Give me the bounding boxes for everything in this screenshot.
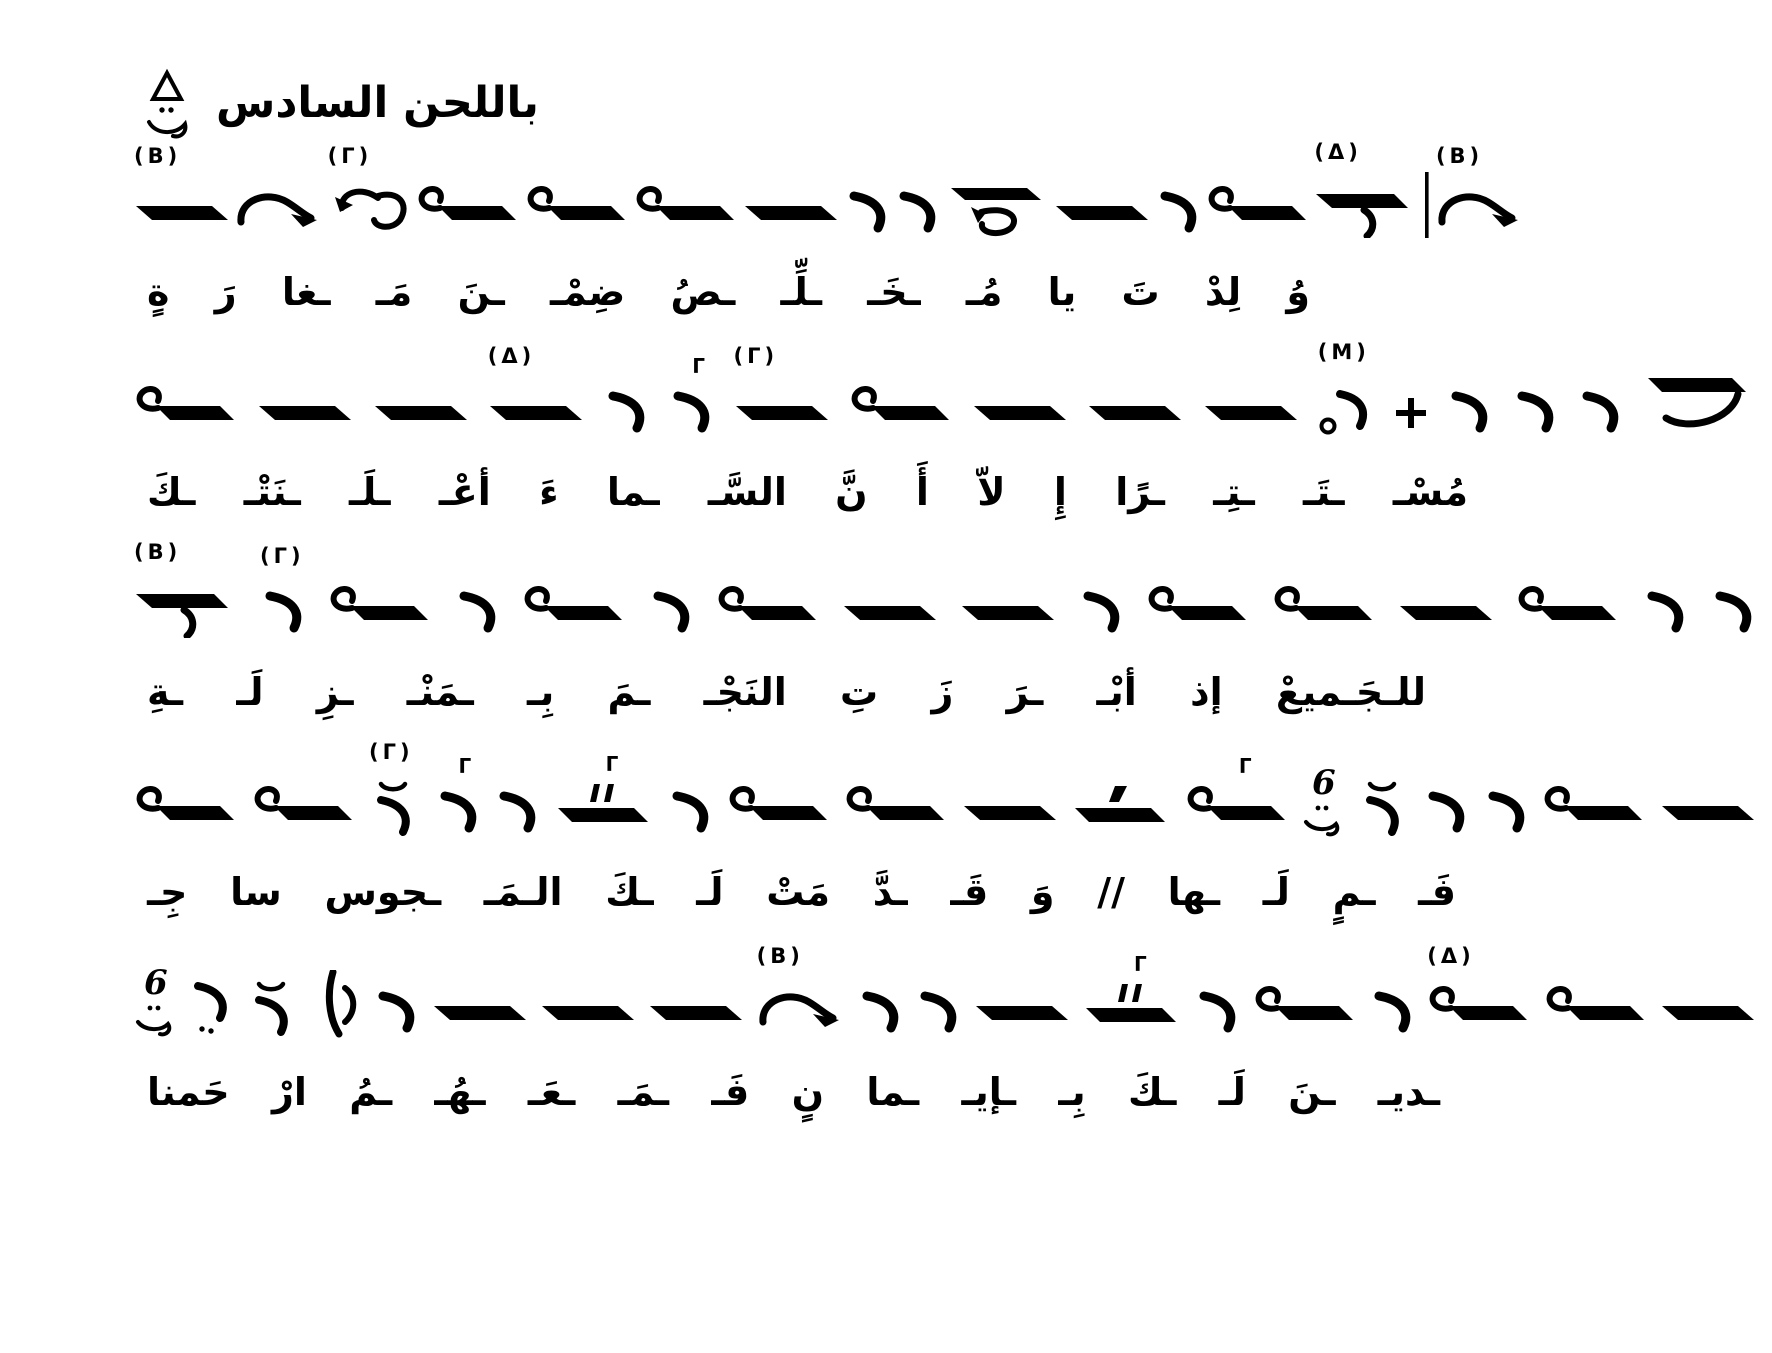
lyric-syllable: ـخَـ	[867, 270, 921, 314]
lyric-syllable: ضِمْـ	[550, 270, 626, 314]
ison-tail-neume	[1640, 364, 1758, 438]
ison-neume	[255, 380, 355, 438]
title-row	[144, 62, 1758, 144]
apostrophos-dots-neume	[186, 974, 236, 1038]
apostrophos-neume	[913, 980, 963, 1038]
ison-neume	[840, 580, 940, 638]
petasti-ison-neume	[132, 380, 240, 438]
lyric-syllable: نَّ	[835, 470, 868, 514]
ison-neume	[1396, 580, 1496, 638]
lyric-syllable: ـتِـ	[1213, 470, 1255, 514]
martyria-label: (Β)	[134, 540, 182, 564]
martyria-label: (Μ)	[1317, 340, 1370, 364]
apostrophos-neume	[1421, 780, 1471, 838]
notation-line-4	[132, 740, 1758, 838]
apostrophos-neume	[1575, 380, 1625, 438]
petasti-ison-neume	[1270, 580, 1378, 638]
petasti-ison-neume	[523, 180, 631, 238]
ison-diples-neume	[1080, 952, 1184, 1038]
lyric-syllable: ـمُ	[349, 1070, 393, 1114]
lygisma-neume	[326, 144, 414, 238]
petasti-neume	[233, 180, 325, 238]
apostrophos-neume	[1153, 180, 1203, 238]
lyric-syllable: السَّـ	[707, 470, 787, 514]
ison-kentima-neume	[1069, 778, 1173, 838]
lyric-syllable: ـهُـ	[434, 1070, 486, 1114]
page-title: باللحن السادس	[216, 78, 539, 128]
lyric-syllable: لَـ	[1262, 870, 1290, 914]
petasti-ison-neume	[1425, 944, 1533, 1038]
lyric-syllable: إذ	[1190, 670, 1223, 714]
lyric-syllable: ـزِ	[316, 670, 354, 714]
lyric-syllable: حَمنا	[147, 1070, 230, 1114]
lyric-syllable: وَ	[1030, 870, 1055, 914]
gorgon-mark: Γ	[692, 354, 705, 378]
lyric-syllable: مَتْ	[766, 870, 830, 914]
lyric-syllable: لِدْ	[1204, 270, 1242, 314]
petasti-ison-neume	[725, 780, 833, 838]
petasti-ison-neume	[250, 780, 358, 838]
barline-neume	[1421, 172, 1433, 238]
ison-neume	[486, 344, 586, 438]
lyric-syllable: بِـ	[526, 670, 555, 714]
apostrophos-neume	[666, 354, 716, 438]
lyric-syllable: ـمَـ	[617, 1070, 670, 1114]
ison-neume	[1658, 980, 1758, 1038]
lyric-syllable: ـها	[1167, 870, 1220, 914]
martyria6-neume	[1300, 762, 1346, 838]
lyric-syllable: مُـ	[965, 270, 1003, 314]
ison-neume	[371, 380, 471, 438]
lyric-syllable: سا	[230, 870, 282, 914]
lyric-syllable: أَ	[915, 470, 929, 514]
ison-neume	[538, 980, 638, 1038]
petasti-neume	[755, 944, 847, 1038]
lyric-syllable: ـنَ	[457, 270, 505, 314]
ison-neume	[646, 980, 746, 1038]
petasti-ison-neume	[520, 580, 628, 638]
psif-apostrophos-neume	[367, 740, 423, 838]
lyric-syllable: مُسْـ	[1392, 470, 1468, 514]
lyric-syllable: النَجْـ	[703, 670, 787, 714]
apostrophos-neume	[1076, 580, 1126, 638]
apostrophos-neume	[1367, 980, 1417, 1038]
martyria-label: (Γ)	[733, 344, 779, 368]
lyric-syllable: تِ	[840, 670, 879, 714]
lyric-line-3	[132, 664, 1758, 736]
apostrophos-neume	[1481, 780, 1531, 838]
petasti-ison-neume	[842, 780, 950, 838]
svg-text:6: 6	[1312, 763, 1336, 803]
lyric-syllable: مَـ	[375, 270, 413, 314]
apostrophos-neume	[452, 580, 502, 638]
ison-neume	[960, 780, 1060, 838]
lyric-syllable: يا	[1047, 270, 1077, 314]
martyria-label: (Γ)	[369, 740, 414, 764]
system-4	[132, 740, 1758, 936]
lyric-syllable: ـما	[606, 470, 660, 514]
lyric-syllable: ارْ	[272, 1070, 307, 1114]
lyric-syllable: فَـ	[711, 1070, 750, 1114]
gorgon-mark: Γ	[1238, 754, 1252, 778]
mode-6-signature-icon	[144, 68, 190, 152]
petasti-ison-neume	[632, 180, 740, 238]
lyric-syllable: ـمَنْـ	[406, 670, 474, 714]
martyria-label: (Γ)	[327, 144, 373, 168]
ison-apostrophos-neume	[132, 540, 240, 638]
lyric-syllable: ـإيـ	[961, 1070, 1016, 1114]
martyria-label: (Δ)	[1427, 944, 1475, 968]
lyric-syllable: رَ	[214, 270, 237, 314]
lyric-syllable: ـديـ	[1377, 1070, 1440, 1114]
lyric-syllable: ـكَ	[605, 870, 654, 914]
lyric-syllable: ـلَـ	[349, 470, 391, 514]
system-1	[132, 140, 1758, 336]
lyric-syllable: أعْـ	[438, 470, 491, 514]
petasti-ison-neume	[132, 780, 240, 838]
lyric-syllable: ـلِّـ	[780, 270, 823, 314]
apostrophos-neume	[665, 780, 715, 838]
lyric-syllable: إِ	[1053, 470, 1067, 514]
ison-diples-neume	[552, 752, 656, 838]
svg-text:6: 6	[144, 963, 168, 1003]
ison-neume	[1085, 380, 1185, 438]
ison-neume	[972, 980, 1072, 1038]
psif-apostrophos-neume	[1356, 776, 1412, 838]
apostrophos-neume	[371, 980, 421, 1038]
lyric-line-4	[132, 864, 1758, 936]
ison-neume	[430, 980, 530, 1038]
elaphron-apo-neume	[309, 970, 363, 1038]
lyric-syllable: لَـ	[696, 870, 724, 914]
lyric-syllable: ـةِ	[147, 670, 184, 714]
notation-line-2	[132, 340, 1758, 438]
lyric-syllable: الـمَـ	[483, 870, 563, 914]
lyric-syllable: ـما	[866, 1070, 920, 1114]
lyric-syllable: ةٍ	[147, 270, 170, 314]
lyric-syllable: //	[1097, 870, 1125, 914]
apostrophos-neume	[892, 180, 942, 238]
martyria-label: (Γ)	[260, 544, 305, 568]
apostrophos-neume	[1708, 580, 1758, 638]
lyric-syllable: ـجوس	[324, 870, 442, 914]
chant-score-page	[0, 62, 1772, 1353]
lyric-syllable: قَـ	[950, 870, 989, 914]
flat-apostrophos-neume	[1316, 340, 1378, 438]
lyric-syllable: زَ	[931, 670, 954, 714]
apostrophos-neume	[258, 544, 308, 638]
ison-apostrophos-neume	[1312, 140, 1420, 238]
martyria-label: (Δ)	[1314, 140, 1362, 164]
petasti-ison-neume	[714, 580, 822, 638]
petasti-ison-neume	[414, 180, 522, 238]
lyric-syllable: ـنَتْـ	[243, 470, 301, 514]
apostrophos-neume	[1510, 380, 1560, 438]
petasti-ison-neume	[1251, 980, 1359, 1038]
apostrophos-neume	[601, 380, 651, 438]
apostrophos-neume	[492, 780, 542, 838]
petasti-ison-neume	[1540, 780, 1648, 838]
apostrophos-neume	[1192, 980, 1242, 1038]
psif-apostrophos-neume	[245, 976, 301, 1038]
lyric-syllable: ءَ	[539, 470, 559, 514]
petasti-ison-neume	[1183, 754, 1291, 838]
lyric-line-1	[132, 264, 1758, 336]
petasti-ison-neume	[1514, 580, 1622, 638]
notation-line-5	[132, 944, 1758, 1038]
lyric-syllable: ـعَـ	[527, 1070, 576, 1114]
lyric-syllable: ـتَـ	[1303, 470, 1345, 514]
lyric-syllable: نٍ	[791, 1070, 825, 1114]
apostrophos-neume	[1640, 580, 1690, 638]
lyric-syllable: أبْـ	[1096, 670, 1137, 714]
ison-neume	[741, 180, 841, 238]
lyric-syllable: ـدَّ	[872, 870, 908, 914]
ison-neume	[1201, 380, 1301, 438]
ison-neume	[732, 344, 832, 438]
lyric-syllable: ـمَ	[607, 670, 651, 714]
notation-line-3	[132, 540, 1758, 638]
system-3	[132, 540, 1758, 736]
martyria-label: (Β)	[134, 144, 182, 168]
oligon-antikenoma-neume	[943, 180, 1051, 238]
apostrophos-neume	[646, 580, 696, 638]
lyric-syllable: ـرَ	[1006, 670, 1044, 714]
gorgon-mark: Γ	[605, 752, 619, 776]
martyria6-neume	[132, 962, 178, 1038]
lyric-syllable: لَـ	[1218, 1070, 1246, 1114]
lyric-syllable: ـكَ	[1127, 1070, 1177, 1114]
apostrophos-neume	[855, 980, 905, 1038]
lyric-syllable: ـرًا	[1115, 470, 1165, 514]
martyria-label: (Β)	[756, 944, 804, 968]
lyric-syllable: ـكَ	[147, 470, 196, 514]
ison-neume	[132, 144, 232, 238]
ison-neume	[970, 380, 1070, 438]
lyric-syllable: ـنَ	[1288, 1070, 1336, 1114]
lyric-syllable: لاّ	[977, 470, 1006, 514]
lyric-syllable: للـجَـميعْ	[1275, 670, 1426, 714]
petasti-neume	[1434, 144, 1526, 238]
ison-neume	[1052, 180, 1152, 238]
lyric-syllable: لَـ	[236, 670, 264, 714]
gorgon-mark: Γ	[1134, 952, 1147, 976]
lyric-syllable: تَ	[1121, 270, 1160, 314]
score	[132, 140, 1758, 1136]
lyric-syllable: ـغا	[281, 270, 331, 314]
martyria-label: (Β)	[1435, 144, 1484, 168]
apostrophos-neume	[842, 180, 892, 238]
petasti-ison-neume	[1204, 180, 1312, 238]
apostrophos-neume	[433, 754, 483, 838]
lyric-syllable: جِـ	[147, 870, 188, 914]
lyric-syllable: ـصُ	[670, 270, 736, 314]
lyric-syllable: فَـ	[1418, 870, 1456, 914]
petasti-ison-neume	[1542, 980, 1650, 1038]
system-5	[132, 944, 1758, 1136]
petasti-ison-neume	[326, 580, 434, 638]
lyric-syllable: بِـ	[1058, 1070, 1086, 1114]
apostrophos-neume	[1444, 380, 1494, 438]
lyric-syllable: وُ	[1286, 270, 1310, 314]
petasti-ison-neume	[1144, 580, 1252, 638]
ison-neume	[958, 580, 1058, 638]
lyric-line-5	[132, 1064, 1758, 1136]
lyric-syllable: ـمٍ	[1332, 870, 1376, 914]
gorgon-mark: Γ	[458, 754, 472, 778]
ison-neume	[1658, 780, 1758, 838]
notation-line-1	[132, 140, 1758, 238]
petasti-ison-neume	[847, 380, 955, 438]
cross-neume	[1393, 388, 1429, 438]
martyria-label: (Δ)	[487, 344, 536, 368]
system-2	[132, 340, 1758, 536]
lyric-line-2	[132, 464, 1758, 536]
